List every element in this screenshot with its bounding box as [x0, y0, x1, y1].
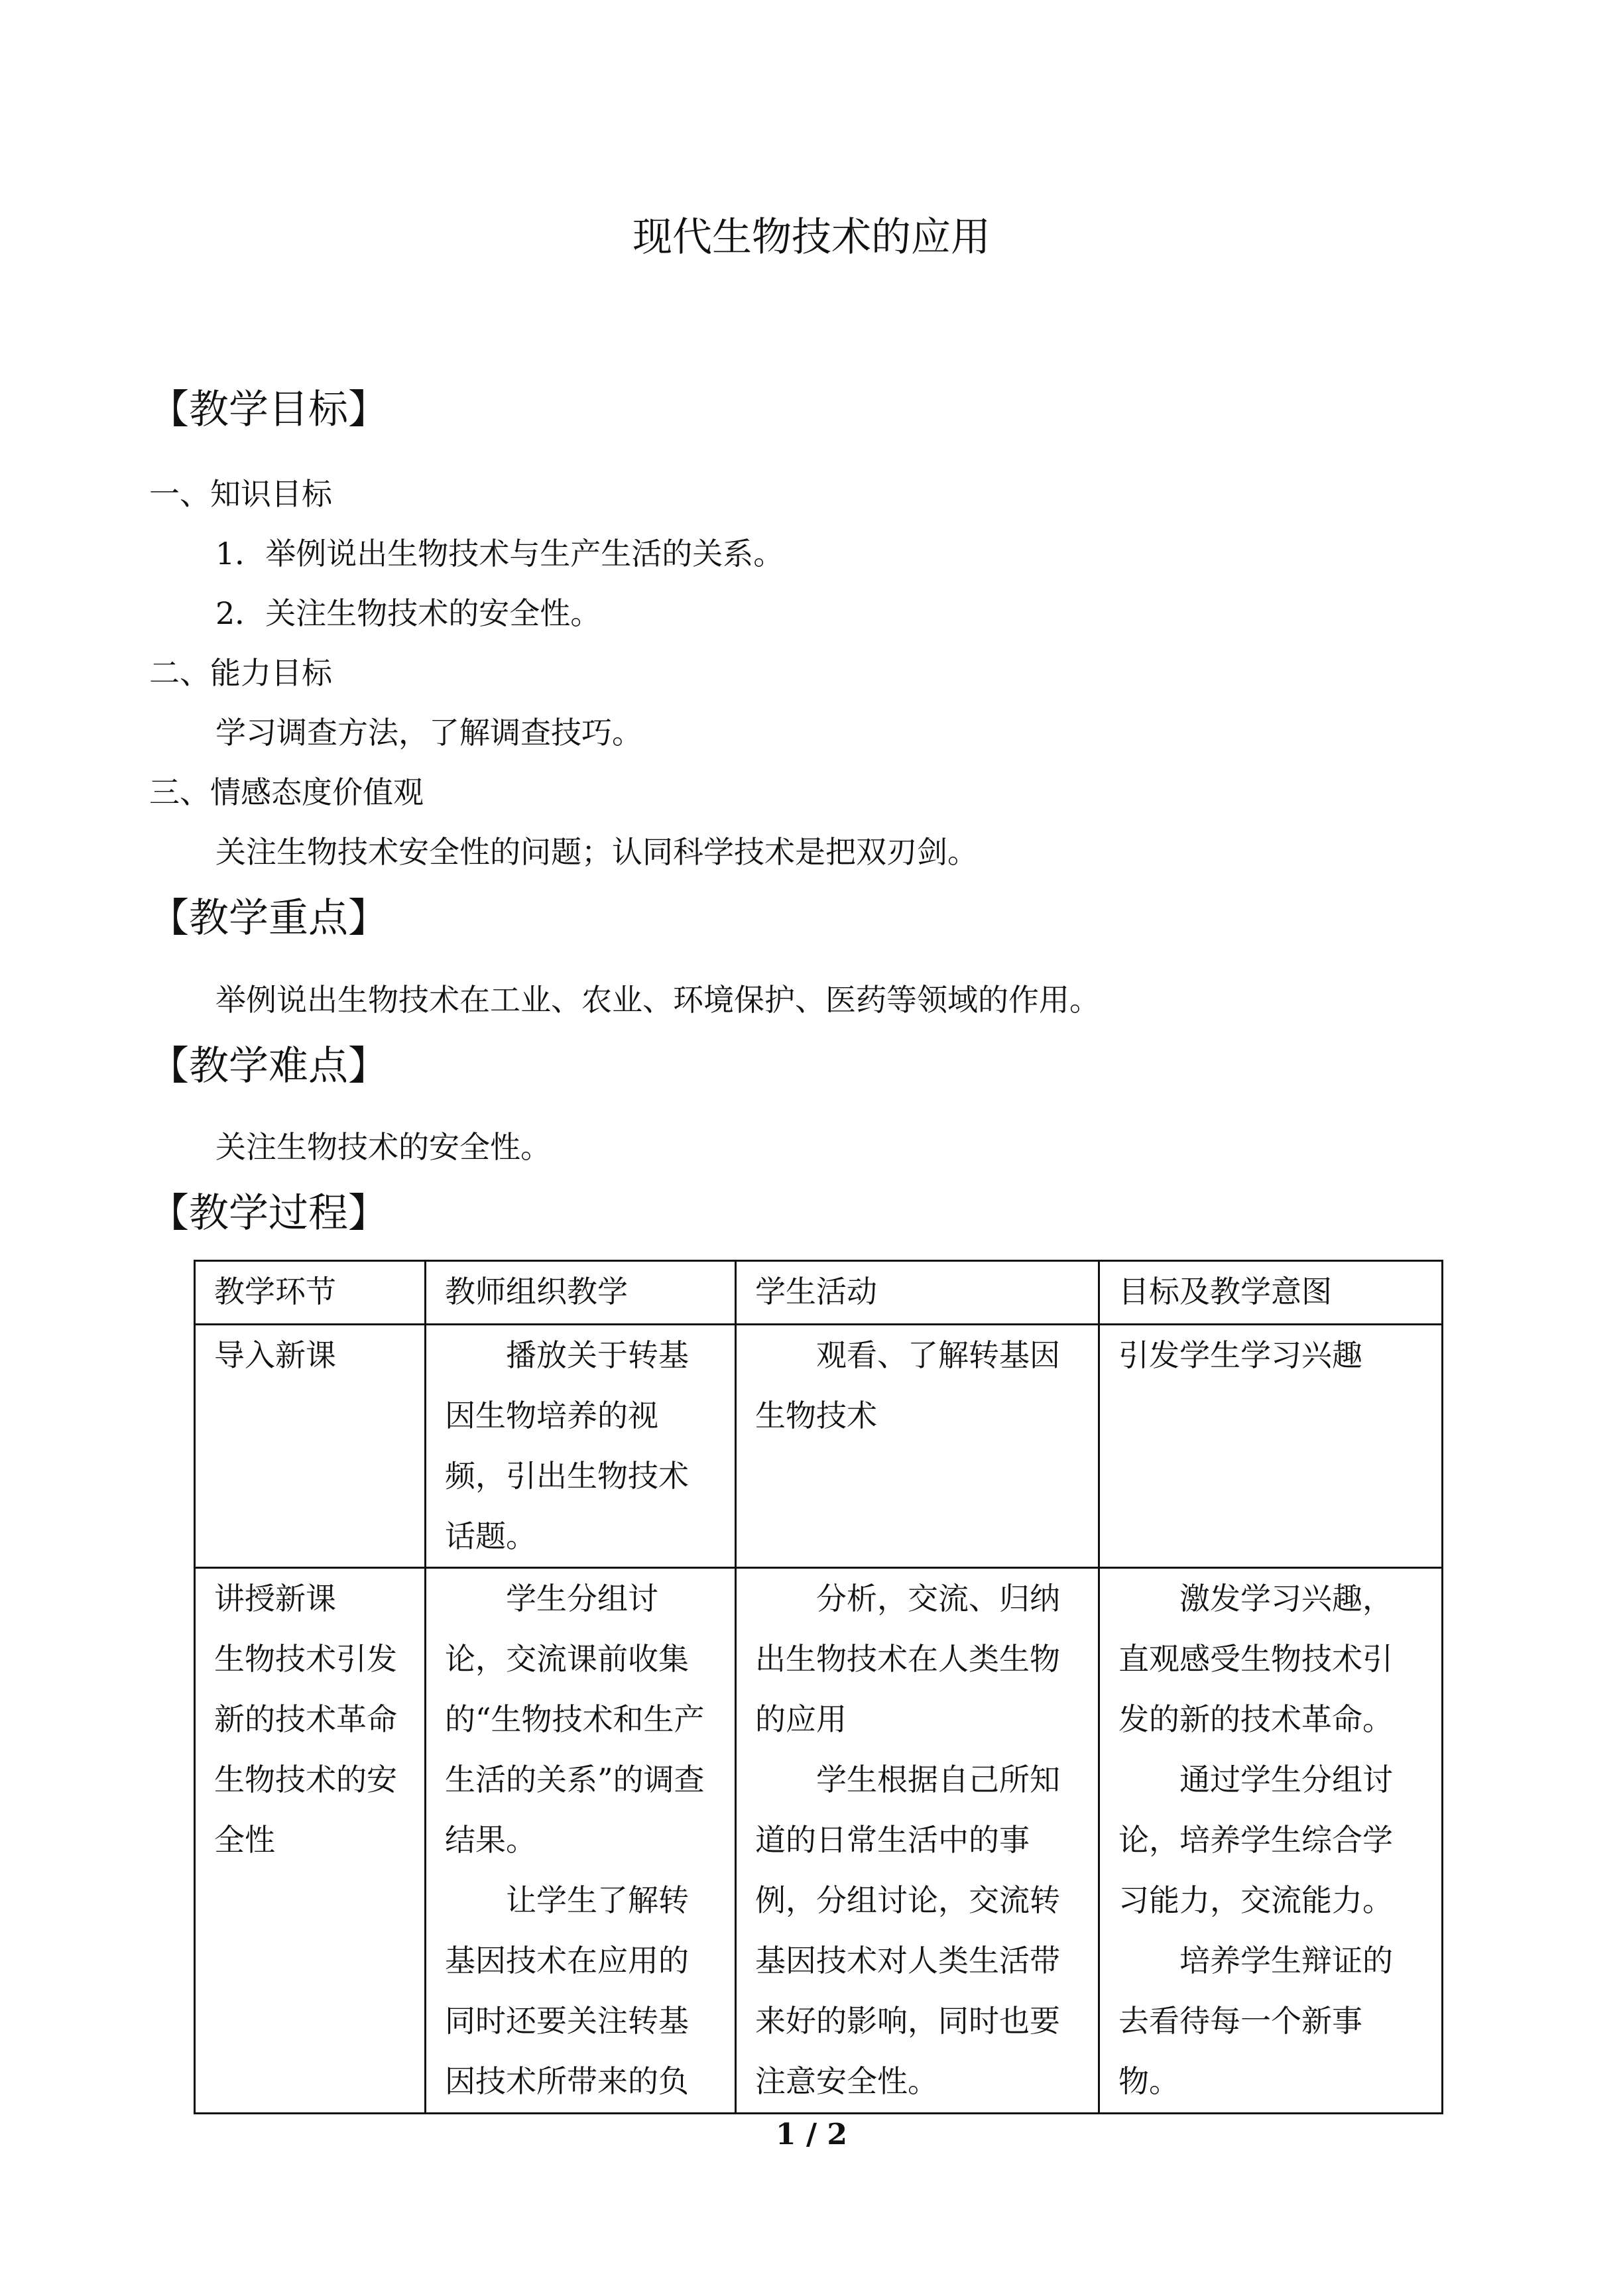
stage-text: 导入新课: [214, 1337, 336, 1373]
goal-text: 激发学习兴趣，直观感受生物技术引发的新的技术革命。: [1118, 1581, 1393, 1737]
teaching-difficulty-text: 关注生物技术的安全性。: [215, 1129, 551, 1165]
page-number: 1 / 2: [776, 2118, 847, 2151]
cell-teacher: [426, 1568, 736, 2114]
student-text: 观看、了解转基因生物技术: [755, 1337, 1060, 1433]
teaching-key-text: 举例说出生物技术在工业、农业、环境保护、医药等领域的作用。: [215, 982, 1100, 1018]
stage-text: 生物技术的安全性: [214, 1762, 397, 1858]
stage-text: 讲授新课: [214, 1581, 336, 1616]
goal-text: 引发学生学习兴趣: [1118, 1337, 1362, 1373]
table-header-row: [195, 1261, 1443, 1325]
knowledge-item-1: 1．举例说出生物技术与生产生活的关系。: [215, 536, 784, 572]
document-title: 现代生物技术的应用: [632, 214, 991, 261]
teacher-text: 学生分组讨论，交流课前收集的“生物技术和生产生活的关系”的调查结果。: [445, 1581, 705, 1858]
knowledge-goals-heading: 一、知识目标: [149, 476, 332, 512]
cell-goal: [1099, 1325, 1443, 1568]
emotion-goals-text: 关注生物技术安全性的问题；认同科学技术是把双刃剑。: [215, 834, 978, 870]
cell-stage: [195, 1568, 426, 2114]
teaching-key-heading: 【教学重点】: [149, 895, 388, 941]
teaching-process-table: [194, 1260, 1443, 2114]
teacher-text: 让学生了解转基因技术在应用的同时还要关注转基因技术所带来的负: [445, 1882, 689, 2099]
student-text: 分析，交流、归纳出生物技术在人类生物的应用: [755, 1581, 1060, 1737]
header-student: 学生活动: [736, 1261, 1099, 1325]
stage-text: 生物技术引发新的技术革命: [214, 1641, 397, 1737]
header-goal: 目标及教学意图: [1099, 1261, 1443, 1325]
header-stage: 教学环节: [195, 1261, 426, 1325]
cell-student: [736, 1568, 1099, 2114]
goal-text: 培养学生辩证的去看待每一个新事物。: [1118, 1943, 1393, 2099]
header-teacher: 教师组织教学: [426, 1261, 736, 1325]
cell-stage: [195, 1325, 426, 1568]
teaching-process-heading: 【教学过程】: [149, 1190, 388, 1237]
cell-student: [736, 1325, 1099, 1568]
cell-goal: [1099, 1568, 1443, 2114]
cell-teacher: [426, 1325, 736, 1568]
ability-goals-text: 学习调查方法，了解调查技巧。: [215, 715, 642, 751]
table-row: [195, 1568, 1443, 2114]
table-row: [195, 1325, 1443, 1568]
emotion-goals-heading: 三、情感态度价值观: [149, 774, 424, 810]
knowledge-item-2: 2．关注生物技术的安全性。: [215, 595, 601, 631]
teaching-difficulty-heading: 【教学难点】: [149, 1043, 388, 1089]
teaching-goals-heading: 【教学目标】: [149, 387, 388, 433]
student-text: 学生根据自己所知道的日常生活中的事例，分组讨论，交流转基因技术对人类生活带来好的影响，同时也要注意安全性。: [755, 1762, 1060, 2099]
goal-text: 通过学生分组讨论，培养学生综合学习能力，交流能力。: [1118, 1762, 1393, 1918]
ability-goals-heading: 二、能力目标: [149, 655, 332, 691]
teacher-text: 播放关于转基因生物培养的视频，引出生物技术话题。: [445, 1337, 689, 1554]
